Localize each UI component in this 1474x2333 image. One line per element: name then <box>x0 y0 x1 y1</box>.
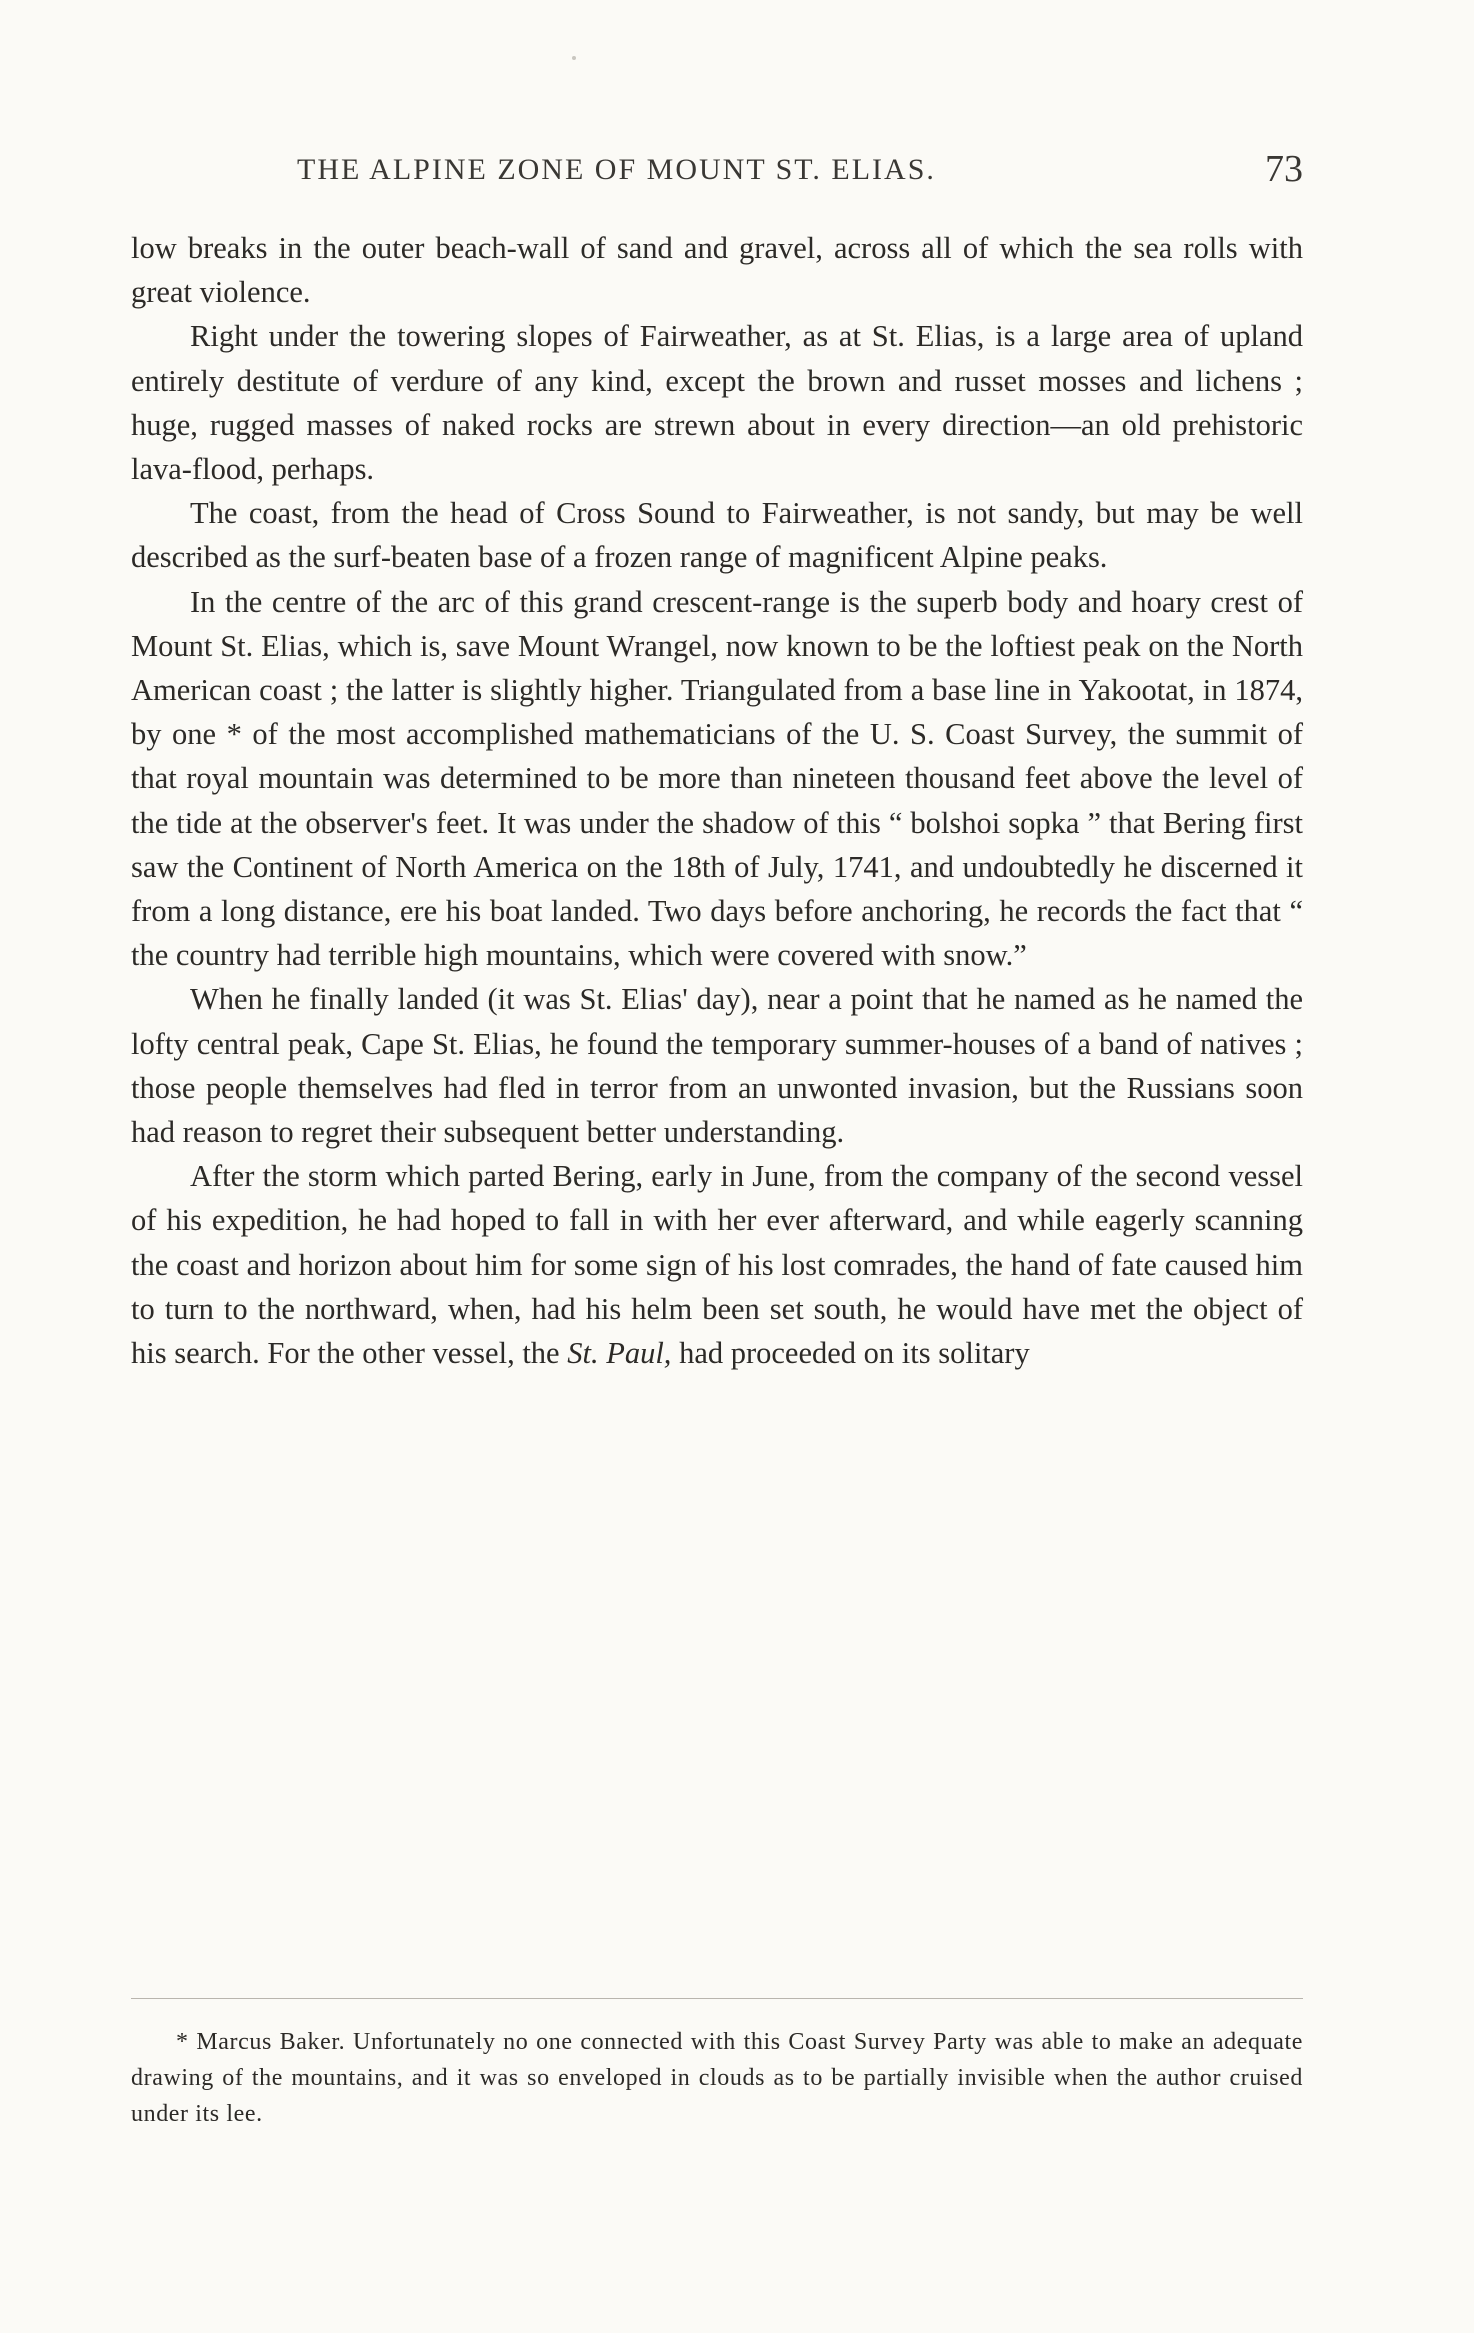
ship-name: St. Paul, <box>567 1336 672 1371</box>
paragraph-4: In the centre of the arc of this grand crescent-range is the superb body and hoary crest of Mount St. Elias, which is, save Mount Wrangel, now known to be the loftiest peak on the North American coast ; the latter is slightly higher. Triangulated from a base line in Yakootat, in 1874, by one * of the most accomplished mathematicians of the U. S. Coast Survey, the summit of that royal mountain was determined to be more than nineteen thousand feet above the level of the tide at the observer's feet. It was under the shadow of this “ bolshoi sopka ” that Bering first saw the Continent of North America on the 18th of July, 1741, and undoubtedly he discerned it from a long distance, ere his boat landed. Two days before anchoring, he records the fact that “ the country had terrible high mountains, which were covered with snow.” <box>131 584 1303 973</box>
running-title: THE ALPINE ZONE OF MOUNT ST. ELIAS. <box>297 153 936 186</box>
paragraph-1: low breaks in the outer beach-wall of sand and gravel, across all of which the sea rolls with great violence. <box>131 231 1303 310</box>
paragraph-5: When he finally landed (it was St. Elias' day), near a point that he named as he named the lofty central peak, Cape St. Elias, he found the temporary summer-houses of a band of natives ; those people themselves had fled in terror from an unwonted invasion, but the Russians soon had reason to regret their subsequent better understanding. <box>131 982 1303 1150</box>
printer-mark <box>572 56 576 60</box>
body-text <box>131 226 1303 1375</box>
page-number: 73 <box>1265 148 1303 190</box>
paragraph-6 <box>131 1154 1303 1375</box>
paragraph-3: The coast, from the head of Cross Sound to Fairweather, is not sandy, but may be well described as the surf-beaten base of a frozen range of magnificent Alpine peaks. <box>131 496 1303 575</box>
footnote-text: * Marcus Baker. Unfortunately no one connected with this Coast Survey Party was able to make an adequate drawing of the mountains, and it was so enveloped in clouds as to be partially invisible when the author cruised under its lee. <box>131 2029 1303 2127</box>
footnote <box>131 2024 1303 2132</box>
running-head <box>131 145 1303 195</box>
paragraph-6-continuation: had proceeded on its solitary <box>679 1336 1030 1371</box>
paragraph-6-text: After the storm which parted Bering, early in June, from the company of the second vessel of his expedition, he had hoped to fall in with her ever afterward, and while eagerly scanning the coast and horizon about him for some sign of his lost comrades, the hand of fate caused him to turn to the northward, when, had his helm been set south, he would have met the object of his search. For the other vessel, the <box>131 1159 1303 1371</box>
paragraph-2: Right under the towering slopes of Fairweather, as at St. Elias, is a large area of upland entirely destitute of verdure of any kind, except the brown and russet mosses and lichens ; huge, rugged masses of naked rocks are strewn about in every direction—an old prehistoric lava-flood, perhaps. <box>131 319 1303 487</box>
footnote-rule <box>131 1998 1303 1999</box>
